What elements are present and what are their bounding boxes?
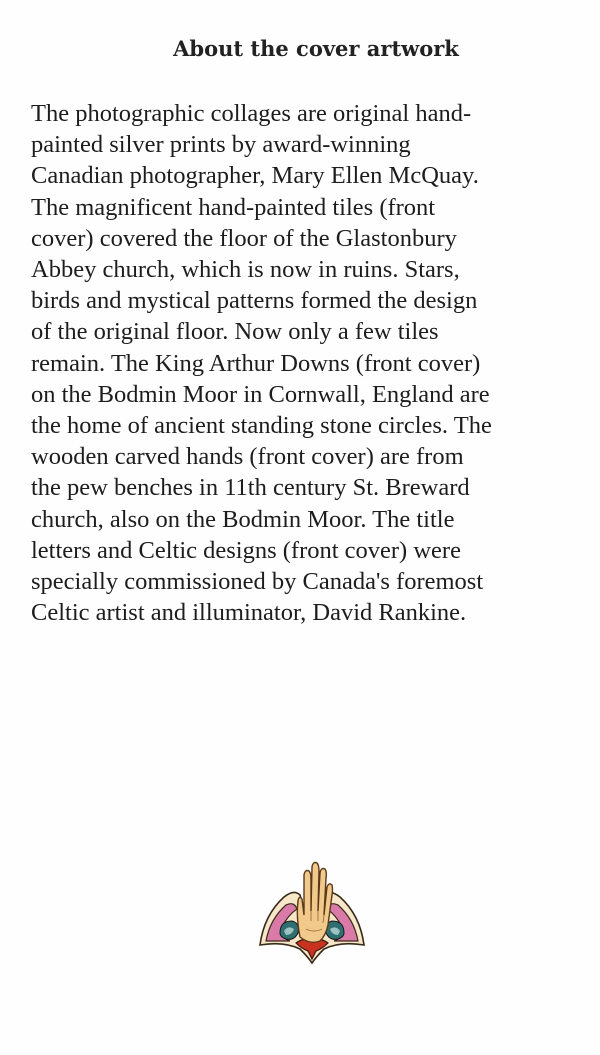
text-line: Celtic artist and illuminator, David Rankine.	[31, 599, 467, 627]
page-title: About the cover artwork	[173, 36, 459, 61]
text-line: wooden carved hands (front cover) are from	[31, 443, 464, 471]
text-line: remain. The King Arthur Downs (front cover)	[31, 349, 481, 377]
text-line: on the Bodmin Moor in Cornwall, England are	[31, 380, 490, 408]
text-line: letters and Celtic designs (front cover) were	[31, 536, 461, 564]
text-line: The photographic collages are original hand-	[31, 100, 472, 127]
text-line: cover) covered the floor of the Glastonbury	[31, 224, 457, 252]
text-line: of the original floor. Now only a few tiles	[31, 318, 439, 346]
text-line: church, also on the Bodmin Moor. The title	[31, 505, 455, 533]
text-line: The magnificent hand-painted tiles (front	[31, 193, 436, 221]
celtic-hand-emblem-icon	[250, 845, 374, 965]
text-line: the pew benches in 11th century St. Breward	[31, 474, 470, 502]
text-line: painted silver prints by award-winning	[31, 131, 411, 159]
body-paragraph	[31, 98, 596, 628]
text-line: specially commissioned by Canada's foremost	[31, 568, 484, 596]
text-line: Abbey church, which is now in ruins. Stars,	[31, 256, 460, 284]
text-line: birds and mystical patterns formed the design	[31, 287, 478, 315]
text-line: the home of ancient standing stone circles. The	[31, 412, 492, 440]
text-line: Canadian photographer, Mary Ellen McQuay.	[31, 162, 479, 190]
